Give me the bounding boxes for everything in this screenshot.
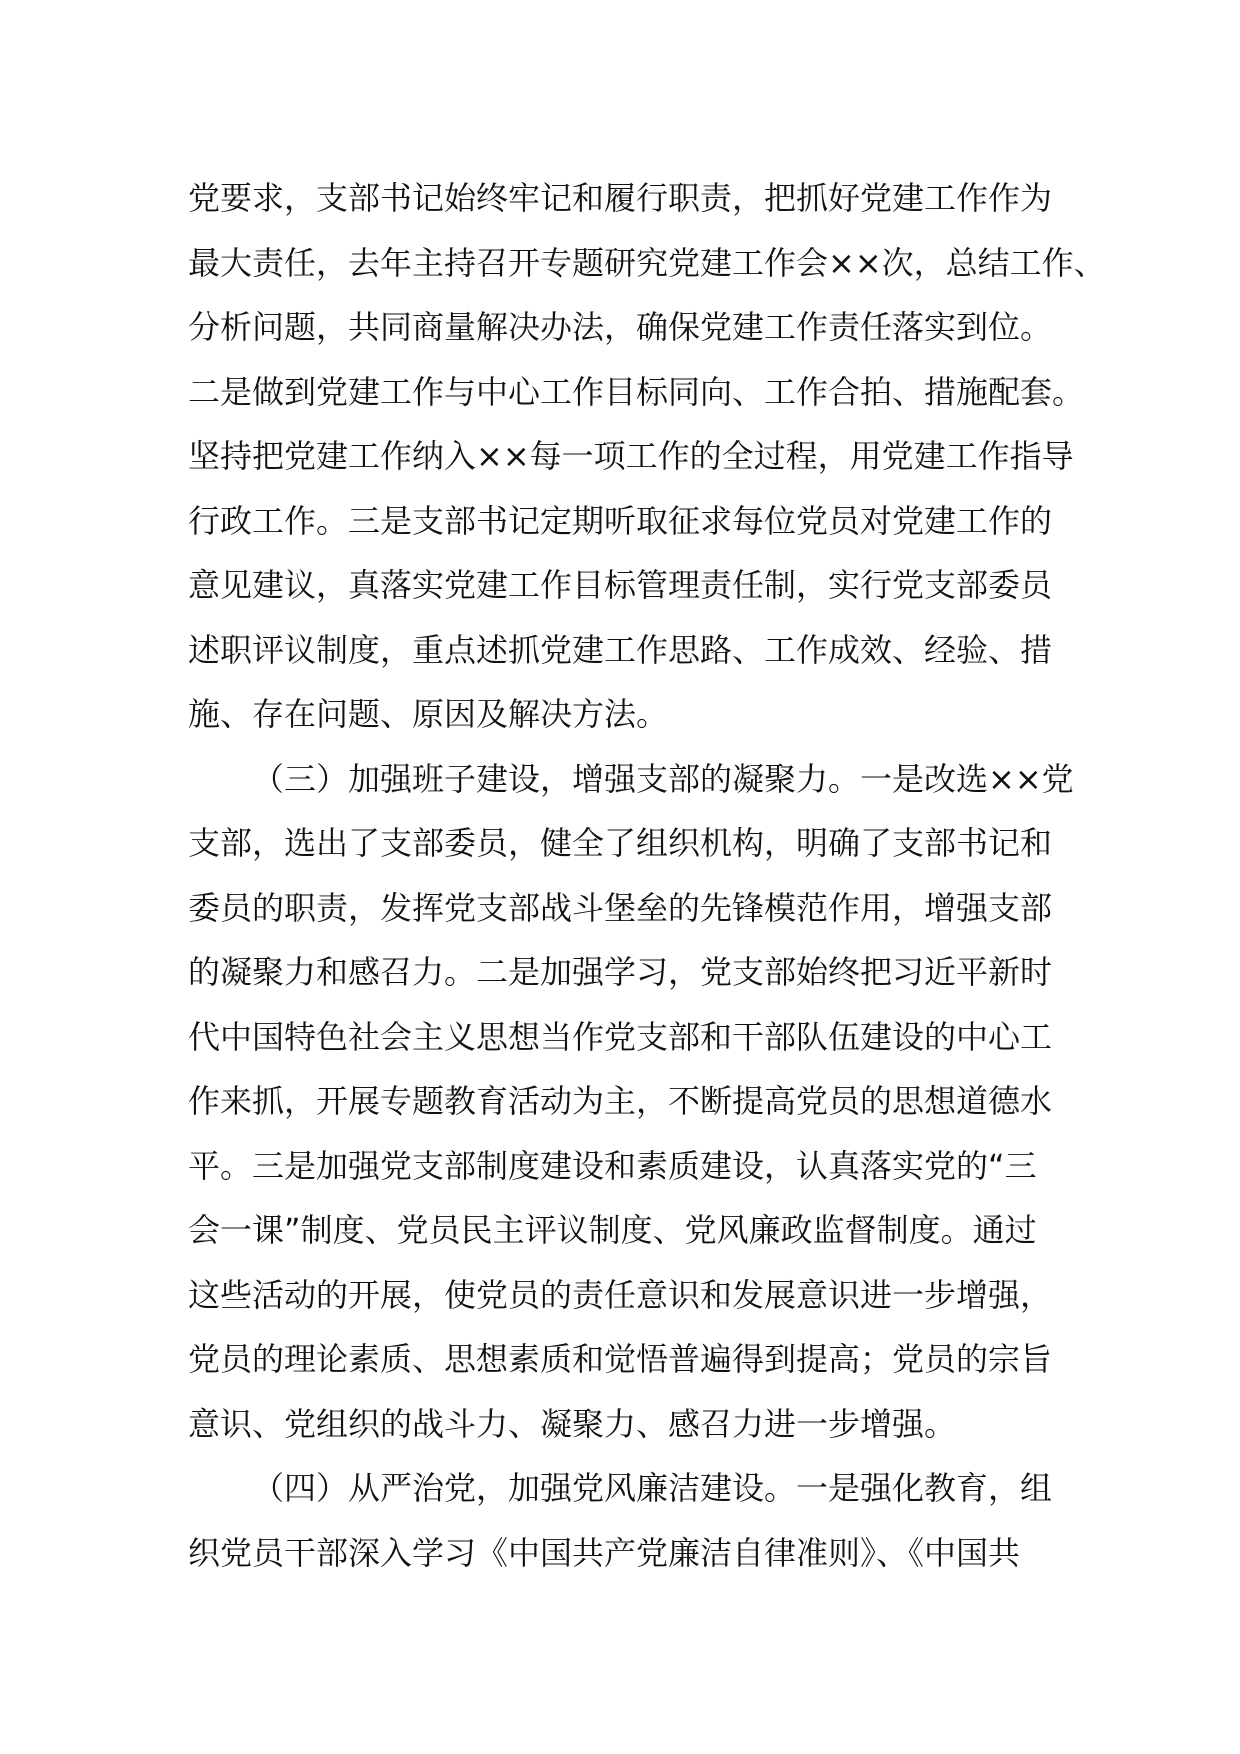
text-line: 织党员干部深入学习《中国共产党廉洁自律准则》、《中国共	[188, 1533, 1021, 1572]
text-line: 这些活动的开展，使党员的责任意识和发展意识进一步增强，	[188, 1275, 1053, 1314]
text-line: 意见建议，真落实党建工作目标管理责任制，实行党支部委员	[188, 566, 1053, 604]
document-body	[188, 166, 1106, 1585]
text-line: 党要求，支部书记始终牢记和履行职责，把抓好党建工作作为	[188, 179, 1053, 217]
text-line: 平。三是加强党支部制度建设和素质建设，认真落实党的“三	[188, 1146, 1037, 1185]
text-line: 作来抓，开展专题教育活动为主，不断提高党员的思想道德水	[188, 1082, 1053, 1120]
text-line: 代中国特色社会主义思想当作党支部和干部队伍建设的中心工	[188, 1017, 1053, 1056]
text-line: 行政工作。三是支部书记定期听取征求每位党员对党建工作的	[188, 501, 1053, 540]
text-line: 会一课”制度、党员民主评议制度、党风廉政监督制度。通过	[188, 1211, 1037, 1249]
text-line: 二是做到党建工作与中心工作目标同向、工作合拍、措施配套。	[188, 372, 1085, 411]
text-line: 施、存在问题、原因及解决方法。	[188, 695, 669, 733]
text-line: 分析问题，共同商量解决办法，确保党建工作责任落实到位。	[188, 308, 1053, 346]
text-line: 最大责任，去年主持召开专题研究党建工作会××次，总结工作、	[188, 243, 1106, 282]
text-line: 委员的职责，发挥党支部战斗堡垒的先锋模范作用，增强支部	[188, 888, 1053, 927]
paragraph-heading-4: （四）从严治党，加强党风廉洁建设。一是强化教育，组	[252, 1469, 1053, 1507]
text-line: 意识、党组织的战斗力、凝聚力、感召力进一步增强。	[188, 1404, 957, 1443]
text-line: 支部，选出了支部委员，健全了组织机构，明确了支部书记和	[188, 824, 1053, 862]
text-line: 党员的理论素质、思想素质和觉悟普遍得到提高；党员的宗旨	[188, 1340, 1053, 1378]
paragraph-heading-3: （三）加强班子建设，增强支部的凝聚力。一是改选××党	[252, 759, 1074, 798]
text-line: 的凝聚力和感召力。二是加强学习，党支部始终把习近平新时	[188, 953, 1053, 991]
text-line: 坚持把党建工作纳入××每一项工作的全过程，用党建工作指导	[188, 437, 1074, 475]
text-line: 述职评议制度，重点述抓党建工作思路、工作成效、经验、措	[188, 630, 1053, 669]
